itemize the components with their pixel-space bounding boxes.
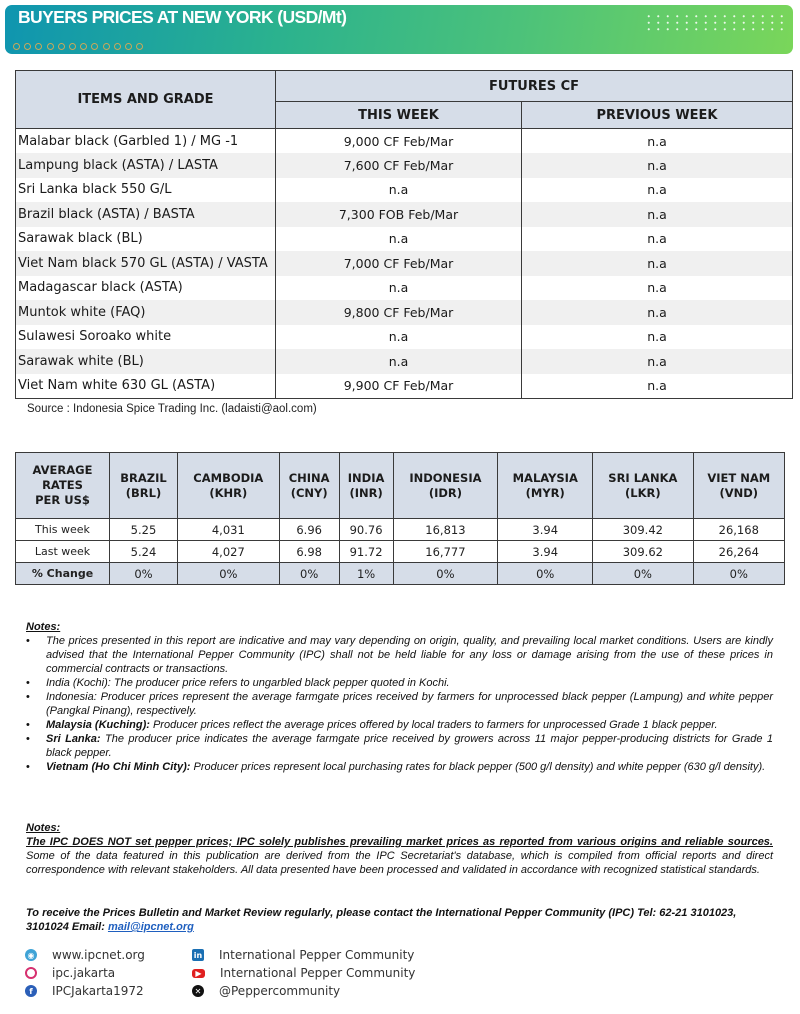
header-this-week: THIS WEEK [276, 102, 522, 129]
cell-item: Brazil black (ASTA) / BASTA [16, 202, 276, 227]
cell-this-week: n.a [276, 178, 522, 203]
cell-item: Sulawesi Soroako white [16, 325, 276, 350]
social-label: International Pepper Community [220, 966, 416, 980]
corner-line: PER US$ [35, 493, 90, 507]
note-item [26, 732, 773, 760]
ring-icon [35, 43, 42, 50]
country-name: MALAYSIA [512, 470, 578, 485]
cell-this-week: 7,300 FOB Feb/Mar [276, 202, 522, 227]
header-banner [5, 5, 793, 54]
ring-icon [80, 43, 87, 50]
note-text: The producer price indicates the average farmgate price received by growers across 11 major pepper-producing districts for Grade 1 black pepper. [46, 733, 774, 759]
notes-section [26, 620, 773, 774]
cell-previous-week: n.a [522, 178, 793, 203]
header-currency [339, 453, 393, 519]
header-currency [593, 453, 693, 519]
note-item [26, 718, 773, 732]
ring-icon [69, 43, 76, 50]
cell-previous-week: n.a [522, 202, 793, 227]
rate-cell: 0% [110, 563, 178, 585]
header-currency [393, 453, 498, 519]
note-label: Sri Lanka: [46, 733, 101, 745]
header-previous-week: PREVIOUS WEEK [522, 102, 793, 129]
disclaimer-emphasis: The IPC DOES NOT set pepper prices; IPC solely publishes prevailing market prices as reported from various origins and reliable sources. [26, 836, 773, 848]
cell-previous-week: n.a [522, 227, 793, 252]
cell-previous-week: n.a [522, 251, 793, 276]
disclaimer-section [26, 821, 773, 877]
corner-line: RATES [42, 478, 83, 492]
rate-cell: 0% [177, 563, 279, 585]
contact-text: To receive the Prices Bulletin and Market Review regularly, please contact the International Pepper Community (IPC) Tel: 62-21 3101023, 3101024 Email: [26, 907, 737, 933]
ring-icon [125, 43, 132, 50]
ring-icon [136, 43, 143, 50]
social-label: International Pepper Community [219, 948, 415, 962]
rate-cell: 1% [339, 563, 393, 585]
note-text: Indonesia: Producer prices represent the average farmgate prices received by farmers for unprocessed black pepper (Lampung) and white pepper (Pangkal Pinang), respectively. [46, 691, 773, 717]
cell-this-week: n.a [276, 349, 522, 374]
cell-item: Sarawak black (BL) [16, 227, 276, 252]
globe-chat-icon: ◉ [25, 949, 37, 961]
cell-this-week: 7,000 CF Feb/Mar [276, 251, 522, 276]
rate-cell: 3.94 [498, 519, 593, 541]
cell-item: Malabar black (Garbled 1) / MG -1 [16, 129, 276, 154]
instagram-icon [25, 967, 37, 979]
rate-cell: 26,264 [693, 541, 784, 563]
facebook-icon: f [25, 985, 37, 997]
cell-this-week: n.a [276, 325, 522, 350]
cell-this-week: 9,800 CF Feb/Mar [276, 300, 522, 325]
table-row [16, 153, 793, 178]
page-title: BUYERS PRICES AT NEW YORK (USD/Mt) [18, 7, 347, 27]
header-currency [693, 453, 784, 519]
disclaimer-heading: Notes: [26, 822, 61, 834]
table-row [16, 129, 793, 154]
social-website[interactable] [25, 946, 145, 964]
country-name: CHINA [288, 470, 330, 485]
social-instagram[interactable] [25, 964, 115, 982]
note-label: Vietnam (Ho Chi Minh City): [46, 761, 191, 773]
ring-icon [13, 43, 20, 50]
table-row [16, 276, 793, 301]
cell-this-week: 9,900 CF Feb/Mar [276, 374, 522, 399]
social-label: www.ipcnet.org [52, 948, 145, 962]
table-row [16, 202, 793, 227]
cell-item: Lampung black (ASTA) / LASTA [16, 153, 276, 178]
country-name: VIET NAM [707, 470, 771, 485]
ring-icon [114, 43, 121, 50]
buyers-prices-table [15, 70, 793, 399]
header-currency [498, 453, 593, 519]
table-row [16, 563, 785, 585]
header-futures-cf: FUTURES CF [276, 71, 793, 102]
contact-section [26, 906, 773, 934]
rate-cell: 0% [279, 563, 339, 585]
cell-item: Sri Lanka black 550 G/L [16, 178, 276, 203]
rate-cell: 3.94 [498, 541, 593, 563]
rate-cell: 5.24 [110, 541, 178, 563]
social-linkedin[interactable] [192, 946, 414, 964]
rate-cell: 16,777 [393, 541, 498, 563]
header-average-rates [16, 453, 110, 519]
rate-cell: 0% [393, 563, 498, 585]
decorative-rings [13, 43, 143, 50]
header-currency [110, 453, 178, 519]
note-text: Producer prices reflect the average prices offered by local traders to farmers for unprocessed Grade 1 black pepper. [149, 719, 718, 731]
table-row [16, 227, 793, 252]
row-label: % Change [16, 563, 110, 585]
table-row [16, 541, 785, 563]
rate-cell: 6.98 [279, 541, 339, 563]
corner-line: AVERAGE [32, 463, 93, 477]
email-link[interactable]: mail@ipcnet.org [107, 921, 194, 933]
ring-icon [24, 43, 31, 50]
linkedin-icon: in [193, 950, 203, 960]
social-youtube[interactable] [192, 964, 415, 982]
exchange-rates-table [15, 452, 785, 585]
row-label: This week [16, 519, 110, 541]
table-row [16, 178, 793, 203]
cell-this-week: n.a [276, 227, 522, 252]
note-item [26, 634, 773, 676]
note-item [26, 676, 773, 690]
rate-cell: 90.76 [339, 519, 393, 541]
rate-cell: 4,031 [177, 519, 279, 541]
currency-code: (LKR) [625, 485, 661, 500]
header-currency [279, 453, 339, 519]
source-note: Source : Indonesia Spice Trading Inc. (ladaisti@aol.com) [27, 403, 317, 415]
rate-cell: 91.72 [339, 541, 393, 563]
cell-item: Sarawak white (BL) [16, 349, 276, 374]
rate-cell: 4,027 [177, 541, 279, 563]
cell-this-week: n.a [276, 276, 522, 301]
rate-cell: 16,813 [393, 519, 498, 541]
social-label: IPCJakarta1972 [52, 984, 144, 998]
rate-cell: 0% [593, 563, 693, 585]
x-icon: ✕ [192, 985, 204, 997]
currency-code: (CNY) [290, 485, 328, 500]
social-x[interactable] [192, 982, 340, 1000]
cell-item: Muntok white (FAQ) [16, 300, 276, 325]
rate-cell: 6.96 [279, 519, 339, 541]
cell-previous-week: n.a [522, 300, 793, 325]
header-currency [177, 453, 279, 519]
currency-code: (VND) [719, 485, 759, 500]
cell-item: Viet Nam black 570 GL (ASTA) / VASTA [16, 251, 276, 276]
notes-heading: Notes: [26, 621, 61, 633]
rate-cell: 0% [498, 563, 593, 585]
currency-code: (INR) [349, 485, 383, 500]
cell-this-week: 9,000 CF Feb/Mar [276, 129, 522, 154]
dot-grid-decoration [644, 13, 786, 31]
table-row [16, 300, 793, 325]
country-name: BRAZIL [120, 470, 167, 485]
ring-icon [91, 43, 98, 50]
rate-cell: 5.25 [110, 519, 178, 541]
note-text: India (Kochi): The producer price refers to ungarbled black pepper quoted in Kochi. [46, 677, 450, 689]
currency-code: (BRL) [125, 485, 162, 500]
cell-previous-week: n.a [522, 325, 793, 350]
note-label: Malaysia (Kuching): [46, 719, 150, 731]
ring-icon [103, 43, 110, 50]
table-row [16, 374, 793, 399]
youtube-icon: ▶ [192, 969, 205, 978]
table-row [16, 349, 793, 374]
rate-cell: 26,168 [693, 519, 784, 541]
notes-list [26, 634, 773, 774]
country-name: SRI LANKA [608, 470, 678, 485]
cell-previous-week: n.a [522, 349, 793, 374]
cell-this-week: 7,600 CF Feb/Mar [276, 153, 522, 178]
cell-previous-week: n.a [522, 374, 793, 399]
currency-code: (KHR) [209, 485, 248, 500]
ring-icon [58, 43, 65, 50]
table-row [16, 251, 793, 276]
country-name: INDIA [347, 470, 385, 485]
cell-previous-week: n.a [522, 153, 793, 178]
rate-cell: 309.42 [593, 519, 693, 541]
currency-code: (IDR) [428, 485, 463, 500]
country-name: CAMBODIA [193, 470, 264, 485]
social-label: @Peppercommunity [219, 984, 341, 998]
cell-item: Madagascar black (ASTA) [16, 276, 276, 301]
table-row [16, 519, 785, 541]
cell-item: Viet Nam white 630 GL (ASTA) [16, 374, 276, 399]
row-label: Last week [16, 541, 110, 563]
note-item [26, 690, 773, 718]
social-facebook[interactable] [25, 982, 144, 1000]
note-text: Producer prices represent local purchasing rates for black pepper (500 g/l density) and white pepper (630 g/l density). [190, 761, 766, 773]
country-name: INDONESIA [409, 470, 482, 485]
cell-previous-week: n.a [522, 276, 793, 301]
table-row [16, 325, 793, 350]
social-label: ipc.jakarta [52, 966, 116, 980]
ring-icon [47, 43, 54, 50]
rate-cell: 309.62 [593, 541, 693, 563]
note-text: The prices presented in this report are indicative and may vary depending on origin, quality, and prevailing local market conditions. Users are kindly advised that the International Pepper Community (IPC) shall not be held liable for any loss or damage arising from the use of these prices in commercial contracts or transactions. [46, 635, 773, 675]
cell-previous-week: n.a [522, 129, 793, 154]
currency-code: (MYR) [525, 485, 565, 500]
header-items-and-grade: ITEMS AND GRADE [16, 71, 276, 129]
rate-cell: 0% [693, 563, 784, 585]
disclaimer-text: Some of the data featured in this publication are derived from the IPC Secretariat's database, which is compiled from official reports and direct correspondence with relevant stakeholders. All data presented have been processed and validated in accordance with recognized statistical standards. [26, 850, 773, 876]
note-item [26, 760, 773, 774]
